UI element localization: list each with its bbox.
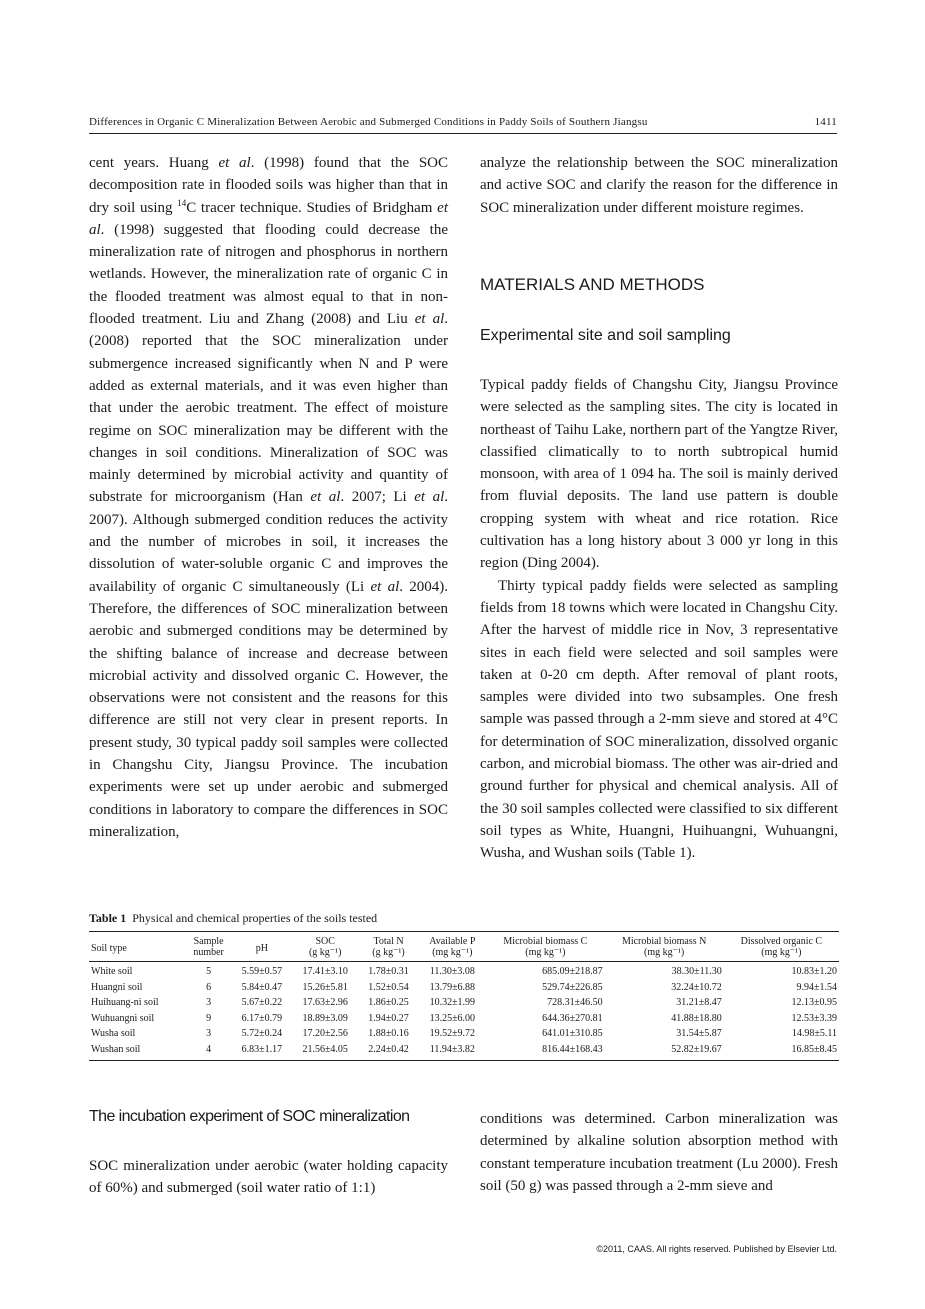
cell-mbc: 644.36±270.81 bbox=[542, 1012, 603, 1024]
col-unit-available-p: (mg kg⁻¹) bbox=[419, 947, 487, 962]
lower-right-column bbox=[480, 1108, 838, 1197]
cell-ph: 5.72±0.24 bbox=[241, 1028, 283, 1040]
incubation-paragraph: SOC mineralization under aerobic (water holding capacity of 60%) and submerged (soil water ratio of 1:1) bbox=[89, 1158, 448, 1197]
cell-sample-number: 4 bbox=[185, 1042, 232, 1060]
col-header-soc: SOC bbox=[292, 932, 359, 948]
col-unit-doc: (mg kg⁻¹) bbox=[724, 947, 839, 962]
soil-properties-table bbox=[89, 931, 839, 1061]
col-unit-total-n: (g kg⁻¹) bbox=[359, 947, 419, 962]
left-column bbox=[89, 152, 448, 843]
table-row bbox=[89, 980, 839, 996]
cell-soc: 15.26±5.81 bbox=[302, 981, 348, 993]
cell-mbn: 41.88±18.80 bbox=[671, 1012, 722, 1024]
table-caption: Table 1 Physical and chemical properties of the soils tested bbox=[89, 911, 378, 925]
intro-continuation-paragraph: analyze the relationship between the SOC mineralization and active SOC and clarify the reason for the difference in SOC mineralization under different moisture regimes. bbox=[480, 155, 838, 216]
col-header-doc: Dissolved organic C bbox=[724, 932, 839, 948]
col-header-sample: Sample bbox=[185, 932, 232, 948]
site-paragraphs bbox=[480, 374, 838, 865]
cell-soc: 17.63±2.96 bbox=[302, 997, 348, 1009]
cell-mbn: 32.24±10.72 bbox=[671, 981, 722, 993]
cell-ph: 6.83±1.17 bbox=[232, 1042, 292, 1060]
col-header-mbn: Microbial biomass N bbox=[605, 932, 724, 948]
cell-total-n: 1.88±0.16 bbox=[368, 1028, 409, 1040]
sampling-paragraph: Thirty typical paddy fields were selected as sampling fields from 18 towns which were located in Changshu City. After the harvest of middle rice in Nov, 3 representative sites in each field were selected and soil samples were taken at 0-20 cm depth. After removal of plant roots, samples were divided into two subsamples. One fresh sample was passed through a 2-mm sieve and stored at 4°C for determination of SOC mineralization, dissolved organic carbon, and microbial biomass. The other was air-dried and ground further for physical and chemical analysis. All of the 30 soil samples collected were classified to six different soil types as White, Huangni, Huihuangni, Wuhuangni, Wusha, and Wushan soils (Table 1). bbox=[480, 577, 838, 862]
col-header-total-n: Total N bbox=[359, 932, 419, 948]
cell-soil-type: White soil bbox=[91, 966, 133, 977]
cell-doc: 12.13±0.95 bbox=[791, 997, 837, 1009]
cell-available-p: 19.52±9.72 bbox=[429, 1028, 476, 1040]
cell-mbc: 641.01±310.85 bbox=[542, 1028, 603, 1040]
cell-doc: 10.83±1.20 bbox=[791, 966, 837, 977]
cell-mbc: 728.31±46.50 bbox=[547, 997, 603, 1009]
cell-sample-number: 3 bbox=[206, 1028, 212, 1040]
table-1 bbox=[89, 911, 839, 1061]
cell-doc: 16.85±8.45 bbox=[724, 1042, 839, 1060]
table-row bbox=[89, 1011, 839, 1027]
cell-soc: 17.41±3.10 bbox=[302, 966, 348, 977]
cell-doc: 9.94±1.54 bbox=[796, 981, 837, 993]
col-subheader-sample: number bbox=[185, 947, 232, 962]
right-column bbox=[480, 152, 838, 219]
cell-soil-type: Wusha soil bbox=[91, 1028, 136, 1040]
cell-mbc: 685.09±218.87 bbox=[542, 966, 603, 977]
cell-total-n: 2.24±0.42 bbox=[359, 1042, 419, 1060]
subheading-site-sampling: Experimental site and soil sampling bbox=[480, 327, 731, 344]
section-heading-materials-methods: MATERIALS AND METHODS bbox=[480, 275, 705, 294]
cell-mbn: 31.21±8.47 bbox=[676, 997, 722, 1009]
cell-mbc: 529.74±226.85 bbox=[542, 981, 603, 993]
cell-total-n: 1.94±0.27 bbox=[368, 1012, 409, 1024]
cell-mbn: 52.82±19.67 bbox=[605, 1042, 724, 1060]
cell-available-p: 11.94±3.82 bbox=[419, 1042, 487, 1060]
cell-sample-number: 6 bbox=[206, 981, 212, 993]
table-row bbox=[89, 1042, 839, 1060]
col-header-ph: pH bbox=[232, 932, 292, 962]
cell-available-p: 13.25±6.00 bbox=[429, 1012, 476, 1024]
cell-soc: 21.56±4.05 bbox=[292, 1042, 359, 1060]
page-number: 1411 bbox=[814, 116, 837, 128]
col-header-available-p: Available P bbox=[419, 932, 487, 948]
col-unit-soc: (g kg⁻¹) bbox=[292, 947, 359, 962]
copyright-notice: ©2011, CAAS. All rights reserved. Published by Elsevier Ltd. bbox=[596, 1244, 837, 1254]
header-divider bbox=[89, 133, 837, 134]
table-row bbox=[89, 962, 839, 980]
cell-soil-type: Huihuang-ni soil bbox=[91, 997, 159, 1009]
cell-available-p: 11.30±3.08 bbox=[429, 966, 475, 977]
cell-ph: 6.17±0.79 bbox=[241, 1012, 283, 1024]
mineralization-method-paragraph: conditions was determined. Carbon mineralization was determined by alkaline solution absorption method with constant temperature incubation treatment (Lu 2000). Fresh soil (50 g) was passed through a 2-mm sieve and bbox=[480, 1111, 838, 1194]
cell-mbc: 816.44±168.43 bbox=[486, 1042, 604, 1060]
cell-soc: 18.89±3.09 bbox=[302, 1012, 348, 1024]
cell-total-n: 1.78±0.31 bbox=[368, 966, 409, 977]
site-description-paragraph: Typical paddy fields of Changshu City, Jiangsu Province were selected as the sampling sites. The city is located in northeast of Taihu Lake, northern part of the Yangtze River, classified climatically to to north subtropical humid monsoon, with area of 1 094 ha. The soil is mainly derived from fluvial deposits. The land use pattern is double cropping system with wheat and rice rotation. Rice cultivation has a long history about 3 000 yr long in this region (Ding 2004). bbox=[480, 377, 838, 572]
cell-available-p: 10.32±1.99 bbox=[429, 997, 476, 1009]
cell-soil-type: Wushan soil bbox=[89, 1042, 185, 1060]
col-unit-mbn: (mg kg⁻¹) bbox=[605, 947, 724, 962]
cell-available-p: 13.79±6.88 bbox=[429, 981, 476, 993]
cell-soc: 17.20±2.56 bbox=[302, 1028, 348, 1040]
col-header-mbc: Microbial biomass C bbox=[486, 932, 604, 948]
cell-sample-number: 5 bbox=[206, 966, 212, 977]
table-row bbox=[89, 1026, 839, 1042]
cell-soil-type: Huangni soil bbox=[91, 981, 143, 993]
cell-mbn: 31.54±5.87 bbox=[676, 1028, 722, 1040]
cell-ph: 5.84±0.47 bbox=[241, 981, 283, 993]
col-unit-mbc: (mg kg⁻¹) bbox=[486, 947, 604, 962]
cell-ph: 5.59±0.57 bbox=[241, 966, 283, 977]
col-header-soil-type: Soil type bbox=[89, 932, 185, 962]
cell-ph: 5.67±0.22 bbox=[241, 997, 283, 1009]
cell-total-n: 1.86±0.25 bbox=[368, 997, 409, 1009]
cell-doc: 14.98±5.11 bbox=[791, 1028, 837, 1040]
lower-left-column bbox=[89, 1155, 448, 1200]
cell-doc: 12.53±3.39 bbox=[791, 1012, 837, 1024]
cell-total-n: 1.52±0.54 bbox=[368, 981, 409, 993]
table-row bbox=[89, 995, 839, 1011]
intro-paragraph: cent years. Huang et al. (1998) found that the SOC decomposition rate in flooded soils was higher than that in dry soil using $^{14}$C tracer technique. Studies of Bridgham et al. (1998) suggested that flooding could decrease the mineralization rate of nitrogen and phosphorus in northern wetlands. However, the mineralization rate of organic C in the flooded treatment was almost equal to that in non-flooded treatment. Liu and Zhang (2008) and Liu et al. (2008) reported that the SOC mineralization under submergence increased significantly when N and P were added as external materials, and it was even higher than that under the aerobic treatment. The effect of moisture regime on SOC mineralization may be different with the changes in soil conditions. Mineralization of SOC was mainly determined by microbial activity and quantity of substrate for microorganism (Han et al. 2007; Li et al. 2007). Although submerged condition reduces the activity and the number of microbes in soil, it increases the dissolution of water-soluble organic C and improves the availability of organic C simultaneously (Li et al. 2004). Therefore, the differences of SOC mineralization between aerobic and submerged conditions may be determined by the shifting balance of increase and decrease between microbial activity and dissolved organic C. However, the observations were not consistent and the reasons for this difference are still not very clear in present reports. In present study, 30 typical paddy soil samples were collected in Changshu City, Jiangsu Province. The incubation experiments were set up under aerobic and submerged conditions in laboratory to compare the differences in SOC mineralization, bbox=[89, 155, 449, 840]
cell-mbn: 38.30±11.30 bbox=[671, 966, 722, 977]
cell-sample-number: 9 bbox=[206, 1012, 212, 1024]
cell-sample-number: 3 bbox=[206, 997, 212, 1009]
running-title: Differences in Organic C Mineralization Between Aerobic and Submerged Conditions in Paddy Soils of Southern Jiangsu bbox=[89, 116, 648, 128]
cell-soil-type: Wuhuangni soil bbox=[91, 1012, 155, 1024]
subheading-incubation: The incubation experiment of SOC mineralization bbox=[89, 1108, 410, 1125]
